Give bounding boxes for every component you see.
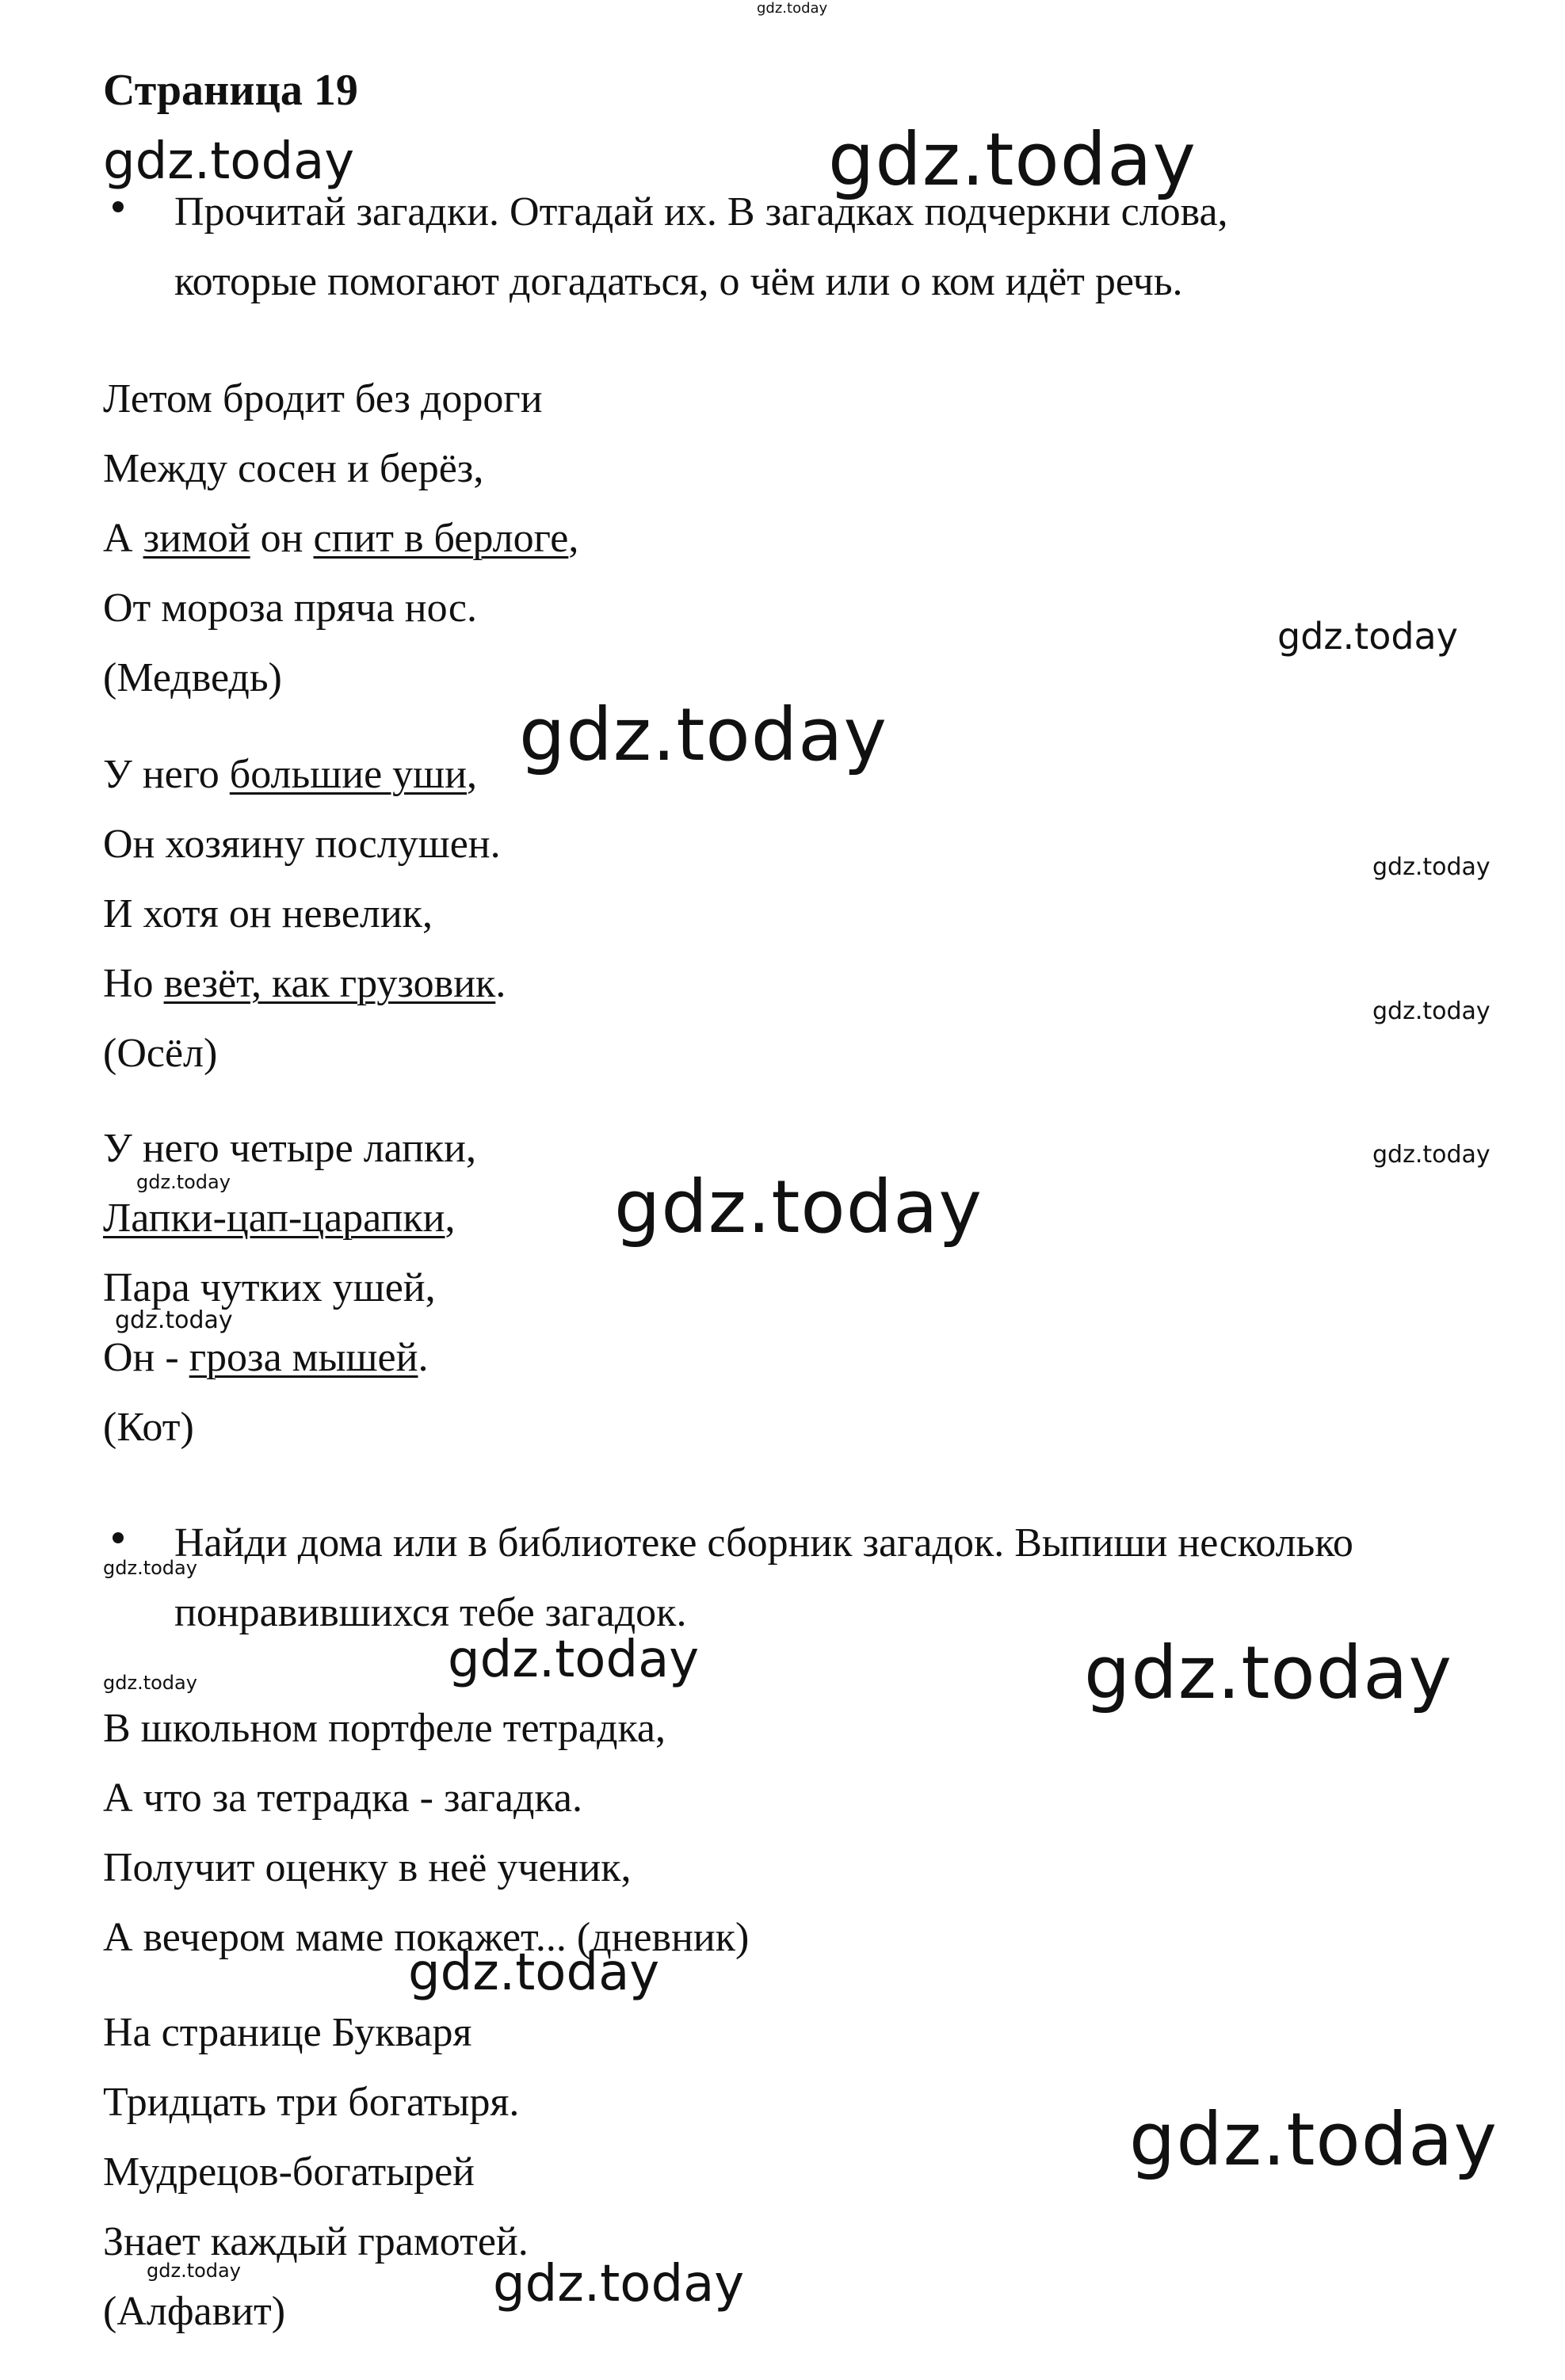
watermark: gdz.today: [493, 2255, 745, 2313]
watermark: gdz.today: [828, 117, 1197, 202]
watermark: gdz.today: [448, 1631, 700, 1689]
underlined-word: зимой: [143, 516, 250, 561]
watermark: gdz.today: [103, 1557, 197, 1579]
riddle-line: [103, 1337, 428, 1379]
riddle-line: Тридцать три богатыря.: [103, 2080, 520, 2125]
riddle-line: Между сосен и берёз,: [103, 446, 484, 491]
watermark: gdz.today: [136, 1171, 231, 1193]
riddle-answer: (Медведь): [103, 655, 282, 700]
riddle-line: В школьном портфеле тетрадка,: [103, 1706, 666, 1751]
watermark: gdz.today: [1372, 853, 1491, 881]
underlined-word: гроза мышей: [189, 1335, 418, 1380]
underlined-word: везёт, как грузовик: [163, 961, 496, 1006]
riddle-line: Получит оценку в неё ученик,: [103, 1845, 632, 1890]
watermark: gdz.today: [408, 1943, 660, 2002]
riddle-answer: (Алфавит): [103, 2289, 286, 2334]
underlined-word: Лапки-цап-царапки: [103, 1196, 445, 1241]
task-text: Прочитай загадки. Отгадай их. В загадках подчеркни слова,: [174, 189, 1228, 235]
bullet-icon: [113, 201, 124, 212]
riddle-line: Он хозяину послушен.: [103, 822, 501, 867]
watermark: gdz.today: [614, 1165, 983, 1249]
watermark: gdz.today: [757, 0, 828, 17]
task-text: понравившихся тебе загадок.: [174, 1590, 687, 1635]
riddle-line: Пара чутких ушей,: [103, 1265, 436, 1310]
riddle-line: На странице Букваря: [103, 2010, 472, 2055]
text: А: [103, 516, 143, 561]
watermark: gdz.today: [1372, 997, 1491, 1025]
underlined-word: спит в берлоге: [313, 516, 569, 561]
watermark: gdz.today: [1372, 1141, 1491, 1169]
riddle-line: [103, 754, 477, 795]
riddle-line: У него четыре лапки,: [103, 1126, 476, 1171]
riddle-line: [103, 963, 506, 1005]
watermark: gdz.today: [1084, 1631, 1452, 1715]
riddle-answer: (Кот): [103, 1405, 194, 1450]
riddle-line: [103, 1198, 456, 1239]
watermark: gdz.today: [115, 1306, 233, 1334]
riddle-line: Летом бродит без дороги: [103, 376, 543, 421]
watermark: gdz.today: [1129, 2097, 1498, 2182]
watermark: gdz.today: [103, 132, 355, 191]
text: Но: [103, 961, 164, 1006]
riddle-line: [103, 518, 578, 559]
text: .: [418, 1335, 429, 1380]
page-title: Страница 19: [103, 66, 358, 115]
watermark: gdz.today: [519, 692, 887, 777]
text: ,: [445, 1196, 456, 1241]
riddle-line: Знает каждый грамотей.: [103, 2219, 529, 2264]
text: ,: [467, 752, 478, 797]
riddle-line: От мороза пряча нос.: [103, 585, 477, 631]
text: Он -: [103, 1335, 189, 1380]
watermark: gdz.today: [1277, 615, 1458, 658]
task-text: Найди дома или в библиотеке сборник загадок. Выпиши несколько: [174, 1520, 1353, 1566]
task-text: которые помогают догадаться, о чём или о ком идёт речь.: [174, 259, 1183, 304]
riddle-line: А что за тетрадка - загадка.: [103, 1775, 582, 1821]
underlined-word: большие уши: [229, 752, 468, 797]
watermark: gdz.today: [147, 2260, 241, 2282]
bullet-icon: [113, 1532, 124, 1543]
riddle-line: Мудрецов-богатырей: [103, 2149, 475, 2195]
riddle-line: И хотя он невелик,: [103, 891, 433, 936]
text: ,: [568, 516, 579, 561]
text: .: [495, 961, 506, 1006]
text: он: [250, 516, 314, 561]
text: У него: [103, 752, 230, 797]
riddle-answer: (Осёл): [103, 1031, 218, 1076]
watermark: gdz.today: [103, 1672, 197, 1694]
riddle-line: А вечером маме покажет... (дневник): [103, 1915, 750, 1960]
